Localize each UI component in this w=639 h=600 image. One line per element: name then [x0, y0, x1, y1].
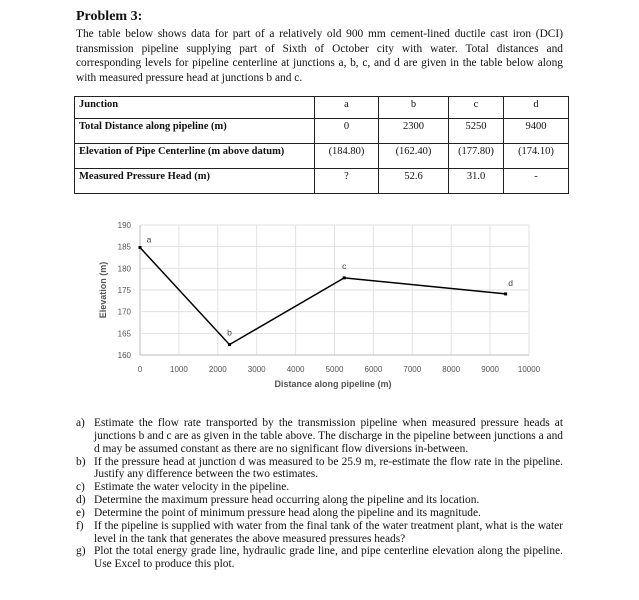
question-item — [76, 417, 563, 456]
question-label: b) — [76, 455, 86, 468]
question-item — [76, 481, 563, 494]
x-tick-label: 10000 — [517, 365, 541, 374]
table-cell: - — [504, 169, 569, 194]
table-cell: 31.0 — [449, 169, 504, 194]
row-header: Elevation of Pipe Centerline (m above datum) — [75, 144, 315, 169]
point-label: c — [342, 260, 347, 271]
table-cell: ? — [315, 169, 379, 194]
table-cell: 0 — [315, 119, 379, 144]
row-header: Measured Pressure Head (m) — [75, 169, 315, 194]
table-cell: (177.80) — [449, 144, 504, 169]
table-cell: d — [504, 97, 569, 119]
table-cell: a — [315, 97, 379, 119]
x-tick-label: 4000 — [286, 365, 305, 374]
problem-title: Problem 3: — [76, 9, 143, 24]
x-tick-label: 8000 — [442, 365, 461, 374]
question-text: If the pressure head at junction d was measured to be 25.9 m, re-estimate the flow rate in the pipeline. Justify any difference between the two estimates. — [94, 455, 563, 481]
question-label: d) — [76, 494, 86, 507]
question-item — [76, 494, 563, 507]
point-label: b — [227, 327, 232, 338]
y-tick-label: 190 — [117, 221, 131, 230]
table-cell: (174.10) — [504, 144, 569, 169]
question-text: Estimate the flow rate transported by the transmission pipeline when measured pressure heads at junctions b and c are as given in the table above. The discharge in the pipeline between junctions a and d may be assumed constant as there are no significant flow diversions in-between. — [94, 417, 563, 455]
x-axis-title: Distance along pipeline (m) — [274, 379, 392, 389]
x-tick-label: 0 — [137, 365, 143, 374]
data-point — [228, 343, 231, 346]
x-tick-label: 5000 — [325, 365, 344, 374]
y-tick-label: 170 — [117, 307, 131, 317]
y-tick-label: 160 — [117, 351, 131, 360]
x-tick-label: 7000 — [403, 365, 422, 374]
question-label: c) — [76, 481, 85, 494]
question-item — [76, 520, 563, 546]
question-label: f) — [76, 519, 84, 532]
table-row — [75, 119, 569, 144]
question-text: Plot the total energy grade line, hydraulic grade line, and pipe centerline elevation along the pipeline. Use Excel to produce this plot. — [94, 545, 563, 571]
row-header: Total Distance along pipeline (m) — [75, 119, 315, 144]
question-list — [76, 417, 563, 571]
problem-intro: The table below shows data for part of a relatively old 900 mm cement-lined ductile cast iron (DCI) transmission pipeline supplying part of Sixth of October city with water. Total distances and corresponding levels for pipeline centerline at junctions a, b, c, and d are given in the table below along with measured pressure head at junctions b and c. — [76, 28, 563, 84]
question-item — [76, 507, 563, 520]
table-row — [75, 169, 569, 194]
point-label: d — [508, 277, 514, 288]
x-tick-label: 9000 — [481, 365, 499, 374]
table-cell: 52.6 — [379, 169, 449, 194]
y-tick-label: 175 — [117, 286, 131, 295]
data-point — [343, 276, 346, 279]
question-item — [76, 456, 563, 482]
table-cell: 5250 — [449, 119, 504, 144]
table-cell: b — [379, 97, 449, 119]
question-text: Determine the point of minimum pressure head along the pipeline and its magnitude. — [94, 506, 481, 519]
table-cell: 9400 — [504, 119, 569, 144]
table-row — [75, 97, 569, 119]
y-tick-label: 185 — [117, 242, 131, 252]
x-tick-label: 1000 — [170, 365, 188, 374]
elevation-chart — [0, 205, 639, 395]
point-label: a — [146, 234, 152, 245]
question-label: g) — [76, 545, 86, 558]
data-point — [504, 292, 507, 295]
question-item — [76, 545, 563, 571]
y-tick-label: 165 — [117, 329, 131, 339]
question-text: Estimate the water velocity in the pipeline. — [94, 481, 290, 494]
x-tick-label: 3000 — [247, 365, 266, 374]
question-text: If the pipeline is supplied with water from the final tank of the water treatment plant, what is the water level in the tank that generates the above measured pressures heads? — [94, 519, 563, 545]
table-cell: (184.80) — [315, 144, 379, 169]
question-label: a) — [76, 417, 85, 429]
y-tick-label: 180 — [117, 264, 131, 274]
row-header: Junction — [75, 97, 315, 119]
question-label: e) — [76, 506, 85, 519]
table-cell: (162.40) — [379, 144, 449, 169]
x-tick-label: 2000 — [208, 365, 227, 374]
data-point — [139, 246, 142, 249]
y-axis-title: Elevation (m) — [98, 261, 108, 319]
question-text: Determine the maximum pressure head occurring along the pipeline and its location. — [94, 494, 480, 507]
junction-data-table — [74, 96, 569, 194]
x-tick-label: 6000 — [364, 365, 383, 374]
table-cell: 2300 — [379, 119, 449, 144]
table-cell: c — [449, 97, 504, 119]
table-row — [75, 144, 569, 169]
